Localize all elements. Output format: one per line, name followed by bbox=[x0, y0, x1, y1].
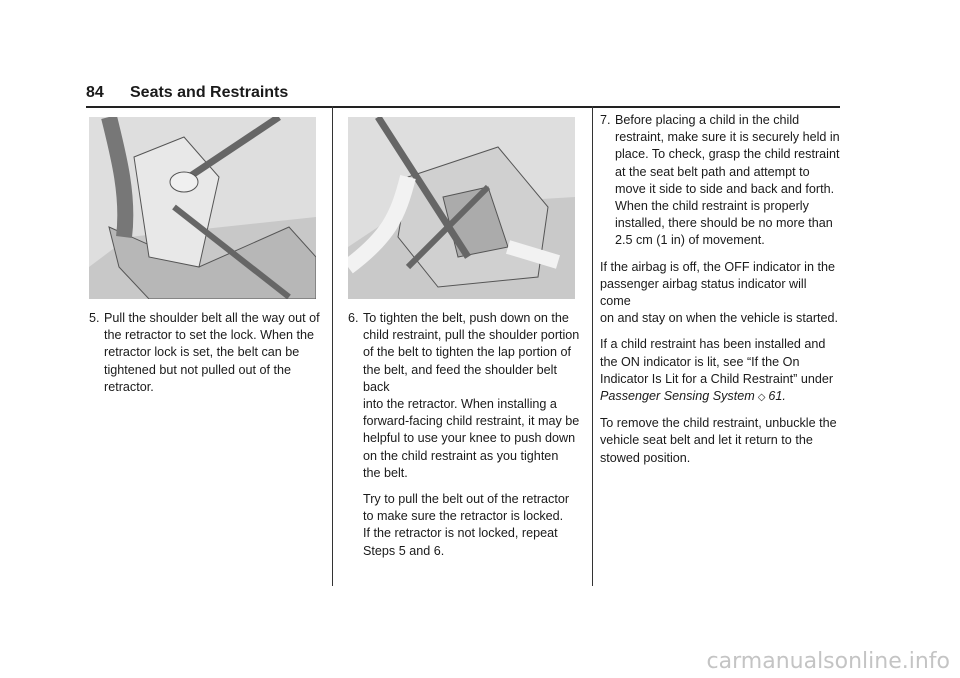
step-line: on the child restraint as you tighten bbox=[363, 448, 559, 463]
step-number: 6. bbox=[348, 311, 359, 325]
step-line: 2.5 cm (1 in) of movement. bbox=[615, 233, 765, 248]
step-line: retractor. bbox=[104, 379, 154, 394]
page-ref-icon: ◇ bbox=[757, 392, 766, 404]
section-title: Seats and Restraints bbox=[130, 84, 289, 101]
step-line: Pull the shoulder belt all the way out of bbox=[104, 311, 320, 325]
step-line: the belt, and feed the shoulder belt back bbox=[363, 362, 557, 394]
cross-reference-link[interactable]: Passenger Sensing System bbox=[600, 389, 755, 404]
step-line: To tighten the belt, push down on the bbox=[363, 311, 569, 325]
step-line: into the retractor. When installing a bbox=[363, 397, 557, 412]
step-line: child restraint, pull the shoulder portion bbox=[363, 328, 580, 343]
para-line: stowed position. bbox=[600, 450, 691, 465]
para-line: If the airbag is off, the OFF indicator in the bbox=[600, 259, 835, 274]
step-5 bbox=[89, 310, 324, 396]
page-header bbox=[86, 84, 840, 108]
step-line: restraint, make sure it is securely held in bbox=[615, 130, 840, 145]
paragraph-airbag-off bbox=[600, 259, 840, 328]
paragraph-remove-restraint bbox=[600, 415, 840, 467]
step-number: 5. bbox=[89, 311, 100, 325]
column-2 bbox=[348, 310, 584, 569]
para-line: on and stay on when the vehicle is started. bbox=[600, 311, 839, 326]
note-line: Steps 5 and 6. bbox=[363, 543, 445, 558]
cross-reference-page[interactable]: 61. bbox=[768, 389, 786, 404]
step-number: 7. bbox=[600, 113, 611, 127]
step-6-note bbox=[363, 491, 584, 560]
step-line: place. To check, grasp the child restraint bbox=[615, 147, 840, 162]
step-7 bbox=[600, 112, 840, 250]
step-line: installed, there should be no more than bbox=[615, 216, 833, 231]
para-line: passenger airbag status indicator will come bbox=[600, 276, 807, 309]
note-line: to make sure the retractor is locked. bbox=[363, 509, 564, 524]
column-3 bbox=[600, 112, 840, 476]
column-1 bbox=[89, 310, 324, 405]
note-line: If the retractor is not locked, repeat bbox=[363, 526, 558, 541]
step-line: tightened but not pulled out of the bbox=[104, 362, 291, 377]
step-line: When the child restraint is properly bbox=[615, 199, 809, 214]
paragraph-on-indicator bbox=[600, 336, 840, 406]
step-line: Before placing a child in the child bbox=[615, 113, 800, 127]
step-line: retractor lock is set, the belt can be bbox=[104, 345, 300, 360]
figure-tighten-belt bbox=[348, 117, 575, 299]
watermark: carmanualsonline.info bbox=[706, 649, 950, 674]
step-line: of the belt to tighten the lap portion of bbox=[363, 345, 571, 360]
figure-pull-shoulder-belt bbox=[89, 117, 316, 299]
step-line: move it side to side and back and forth. bbox=[615, 181, 835, 196]
step-line: forward-facing child restraint, it may be bbox=[363, 414, 580, 429]
step-line: helpful to use your knee to push down bbox=[363, 431, 576, 446]
step-6 bbox=[348, 310, 584, 482]
column-divider-1 bbox=[332, 106, 333, 586]
para-line: To remove the child restraint, unbuckle the bbox=[600, 416, 837, 431]
para-line: If a child restraint has been installed and bbox=[600, 337, 826, 352]
column-divider-2 bbox=[592, 106, 593, 586]
step-line: the belt. bbox=[363, 465, 408, 480]
step-line: at the seat belt path and attempt to bbox=[615, 164, 810, 179]
header-rule bbox=[86, 106, 840, 108]
step-line: the retractor to set the lock. When the bbox=[104, 328, 314, 343]
para-line: vehicle seat belt and let it return to the bbox=[600, 433, 813, 448]
note-line: Try to pull the belt out of the retractor bbox=[363, 492, 570, 507]
para-line: the ON indicator is lit, see “If the On bbox=[600, 354, 800, 369]
para-line: Indicator Is Lit for a Child Restraint” under bbox=[600, 371, 834, 386]
page-number: 84 bbox=[86, 84, 104, 101]
